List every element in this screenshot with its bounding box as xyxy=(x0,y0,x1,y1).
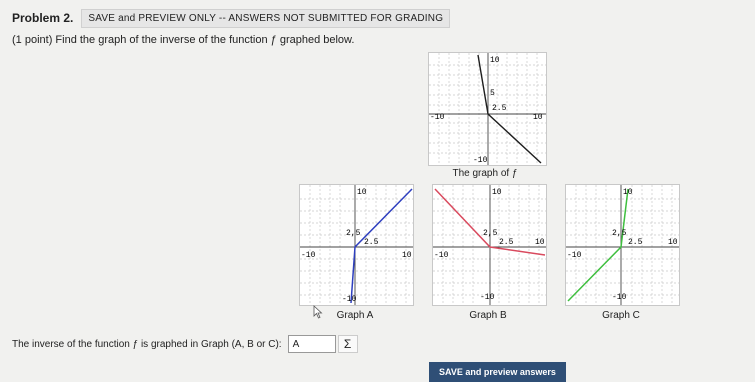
graph-c-label-neg10-y: -10 xyxy=(612,293,627,302)
graph-b-label-2-5-x: 2.5 xyxy=(499,238,514,247)
graph-f-label-neg10-y: -10 xyxy=(473,156,488,165)
graph-b-label-2-5: 2,5 xyxy=(483,229,498,238)
graph-c-curve xyxy=(568,189,628,301)
graph-a-label-neg10-y: -10 xyxy=(342,295,357,304)
graph-a-label-2-5: 2,5 xyxy=(346,229,361,238)
answer-input[interactable]: A xyxy=(288,335,336,353)
graph-f-label-2-5: 2.5 xyxy=(492,104,507,113)
graph-c-label-10: 10 xyxy=(623,188,633,197)
graph-a-caption: Graph A xyxy=(336,310,374,321)
graph-a-label-10-x: 10 xyxy=(402,251,412,260)
graph-b-label-neg10-x: -10 xyxy=(434,251,449,260)
graph-b xyxy=(432,184,547,306)
answer-row xyxy=(12,335,358,353)
graph-c xyxy=(565,184,680,306)
graph-c-label-2-5: 2,5 xyxy=(612,229,627,238)
graph-a xyxy=(299,184,414,306)
problem-label: Problem 2. xyxy=(12,11,74,25)
graph-f-label-5: 5 xyxy=(490,89,495,98)
graph-b-label-10-x: 10 xyxy=(535,238,545,247)
problem-header xyxy=(12,8,450,28)
mouse-cursor-icon xyxy=(313,305,323,319)
graph-f-label-neg10-x: -10 xyxy=(430,113,445,122)
save-preview-button[interactable]: SAVE and preview answers xyxy=(429,362,566,382)
graph-f-curve xyxy=(478,55,541,163)
graph-f-label-10-x: 10 xyxy=(533,113,543,122)
graph-f xyxy=(428,52,547,166)
graph-f-label-10: 10 xyxy=(490,56,500,65)
graph-c-label-neg10-x: -10 xyxy=(567,251,582,260)
preview-banner: SAVE and PREVIEW ONLY -- ANSWERS NOT SUBMITTED FOR GRADING xyxy=(81,9,450,28)
graph-a-label-2-5-x: 2.5 xyxy=(364,238,379,247)
graph-a-curve xyxy=(351,189,412,303)
graph-c-label-10-x: 10 xyxy=(668,238,678,247)
graph-a-label-neg10-x: -10 xyxy=(301,251,316,260)
sigma-icon[interactable]: Σ xyxy=(338,335,358,353)
graph-b-caption: Graph B xyxy=(469,310,507,321)
graph-c-caption: Graph C xyxy=(602,310,640,321)
graph-b-label-10: 10 xyxy=(492,188,502,197)
graph-f-caption: The graph of ƒ xyxy=(452,168,518,179)
graph-c-label-2-5-x: 2.5 xyxy=(628,238,643,247)
answer-question: The inverse of the function ƒ is graphed in Graph (A, B or C): xyxy=(12,338,282,350)
problem-prompt: (1 point) Find the graph of the inverse of the function ƒ graphed below. xyxy=(12,34,355,46)
graph-b-label-neg10-y: -10 xyxy=(480,293,495,302)
graph-a-label-10: 10 xyxy=(357,188,367,197)
